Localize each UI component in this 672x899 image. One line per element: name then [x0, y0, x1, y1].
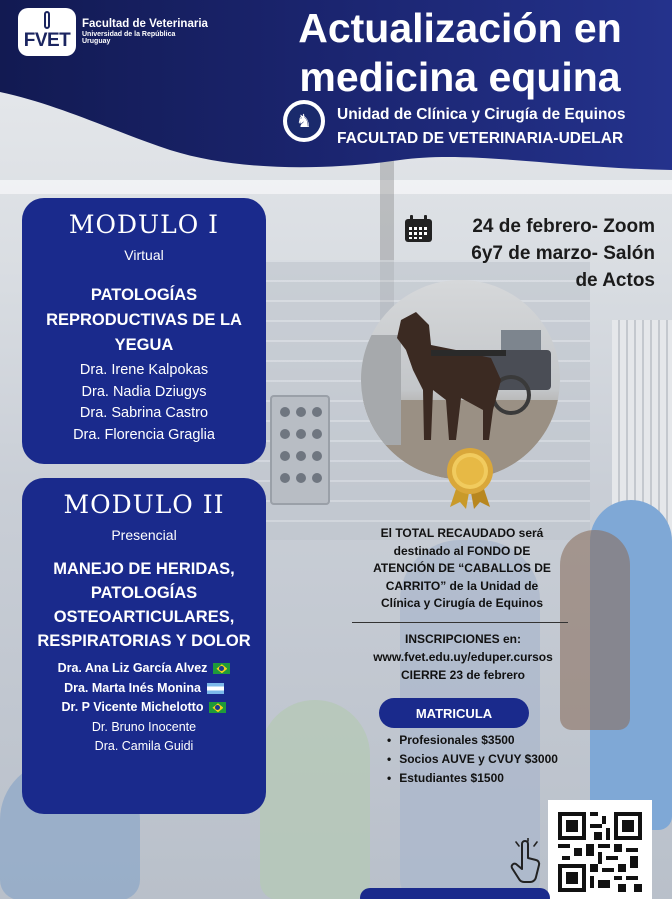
speaker-list	[22, 360, 266, 446]
matricula-badge: MATRICULA	[379, 698, 529, 728]
speaker-name: Dr. P Vicente Michelotto	[61, 700, 204, 714]
fund-line: destinado al FONDO DE	[393, 543, 531, 558]
module-title: MODULO II	[63, 490, 225, 519]
date-line-2: 6y7 de marzo- Salón	[471, 243, 655, 264]
speaker: Dra. Camila Guidi	[94, 739, 194, 753]
divider	[352, 622, 568, 623]
title-line-1: Actualización en	[298, 5, 622, 51]
fund-line: CARRITO” de la Unidad de	[385, 578, 539, 593]
brazil-flag-icon	[209, 702, 226, 713]
module-topic: PATOLOGÍAS REPRODUCTIVAS DE LA YEGUA	[46, 286, 242, 354]
horse-emblem-icon: ♞	[283, 100, 325, 142]
unit-line-1: Unidad de Clínica y Cirugía de Equinos	[337, 106, 626, 123]
registration-label: INSCRIPCIONES en:	[404, 632, 521, 646]
argentina-flag-icon	[207, 683, 224, 694]
fund-notice	[352, 525, 572, 613]
module-topic: MANEJO DE HERIDAS, PATOLOGÍAS OSTEOARTICULARES, RESPIRATORIAS Y DOLOR	[37, 560, 251, 650]
speaker	[22, 679, 266, 699]
speaker-name: Dra. Ana Liz García Alvez	[57, 661, 208, 675]
fund-line: ATENCIÓN DE “CABALLOS DE	[373, 561, 551, 575]
speaker: Dra. Sabrina Castro	[79, 405, 209, 421]
registration-deadline: CIERRE 23 de febrero	[400, 668, 526, 682]
title-line-2: medicina equina	[299, 54, 621, 100]
speaker-list	[22, 659, 266, 757]
fund-line: Clínica y Cirugía de Equinos	[380, 596, 544, 610]
module-title: MODULO I	[68, 210, 220, 239]
brazil-flag-icon	[213, 663, 230, 674]
module-2-card	[22, 478, 266, 814]
speaker	[22, 659, 266, 679]
speaker: Dr. Bruno Inocente	[91, 719, 197, 734]
fvet-logo	[18, 8, 208, 56]
country-name: Uruguay	[82, 38, 111, 46]
price-list	[387, 731, 558, 788]
price-item: • Profesionales $3500	[387, 731, 558, 750]
price-item: • Socios AUVE y CVUY $3000	[387, 750, 558, 769]
page-title	[255, 4, 665, 102]
fvet-initials: FVET	[23, 30, 71, 51]
registration-link[interactable]: www.fvet.edu.uy/eduper.cursos	[373, 650, 553, 664]
unit-line-2: FACULTAD DE VETERINARIA-UDELAR	[337, 130, 624, 147]
fvet-badge	[18, 8, 76, 56]
module-mode: Virtual	[124, 247, 164, 263]
module-mode: Presencial	[111, 527, 177, 543]
fund-line: El TOTAL RECAUDADO será	[380, 526, 544, 540]
registration-info	[345, 630, 581, 684]
price-item: • Estudiantes $1500	[387, 769, 558, 788]
date-line-3: de Actos	[575, 270, 655, 291]
speaker: Dra. Florencia Graglia	[73, 426, 215, 443]
date-line-1: 24 de febrero- Zoom	[472, 216, 655, 237]
university-name: Universidad de la República	[82, 30, 176, 38]
bottom-bar	[360, 888, 550, 899]
faculty-name: Facultad de Veterinaria	[82, 17, 208, 30]
gold-medal-icon	[444, 447, 496, 509]
calendar-icon	[404, 215, 433, 243]
speaker	[22, 698, 266, 718]
speaker: Dra. Nadia Dziugys	[81, 383, 207, 400]
speaker: Dra. Irene Kalpokas	[79, 362, 209, 378]
qr-code[interactable]	[548, 800, 652, 899]
speaker-name: Dra. Marta Inés Monina	[64, 680, 201, 695]
header-banner	[0, 0, 672, 175]
tap-hand-icon	[508, 838, 548, 886]
unit-name	[337, 103, 626, 151]
module-1-card	[22, 198, 266, 464]
